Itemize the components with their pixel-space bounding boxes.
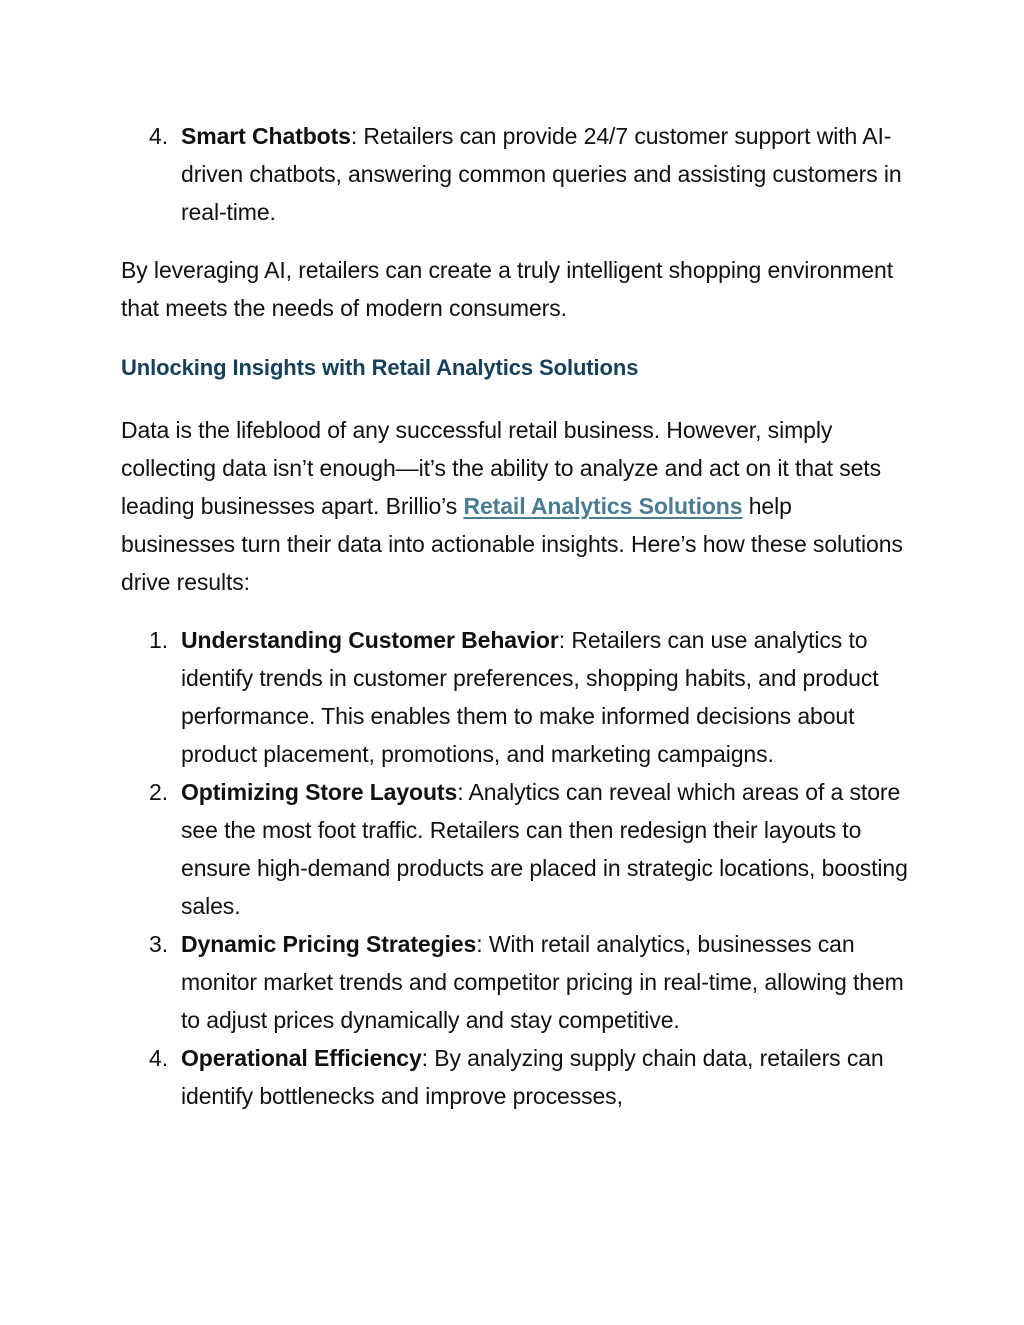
analytics-benefits-list bbox=[121, 621, 911, 1115]
list-item-term: Smart Chatbots bbox=[181, 123, 351, 149]
retail-analytics-solutions-link[interactable]: Retail Analytics Solutions bbox=[463, 493, 743, 519]
list-item-term: Operational Efficiency bbox=[181, 1045, 422, 1071]
paragraph-text-before-link: Data is the lifeblood of any successful retail business. However, simply collecting data isn’t enough—it’s the ability to analyze and act on it that sets leading businesses apart. Brillio’s bbox=[121, 417, 881, 519]
list-item-text: : By analyzing supply chain data, retailers can identify bottlenecks and improve processes, bbox=[181, 1045, 884, 1109]
smart-chatbots-list bbox=[121, 117, 911, 231]
list-item-number: 2. bbox=[149, 779, 168, 805]
list-item bbox=[121, 117, 911, 231]
list-item-text: : Retailers can provide 24/7 customer support with AI-driven chatbots, answering common queries and assisting customers in real-time. bbox=[181, 123, 902, 225]
document-page bbox=[121, 117, 911, 1115]
list-item bbox=[121, 925, 911, 1039]
list-item-term: Dynamic Pricing Strategies bbox=[181, 931, 477, 957]
data-paragraph bbox=[121, 411, 911, 601]
list-item-text: : Retailers can use analytics to identify trends in customer preferences, shopping habits, and product performance. This enables them to make informed decisions about product placement, promotions, and marketing campaigns. bbox=[181, 627, 879, 767]
list-item-number: 4. bbox=[149, 1045, 168, 1071]
list-item-term: Optimizing Store Layouts bbox=[181, 779, 458, 805]
paragraph-text-after-link: help businesses turn their data into actionable insights. Here’s how these solutions drive results: bbox=[121, 493, 903, 595]
list-item-number: 1. bbox=[149, 627, 168, 653]
list-item bbox=[121, 1039, 911, 1115]
list-item bbox=[121, 773, 911, 925]
list-item-term: Understanding Customer Behavior bbox=[181, 627, 559, 653]
section-heading: Unlocking Insights with Retail Analytics Solutions bbox=[121, 355, 639, 380]
list-item-number: 4. bbox=[149, 123, 168, 149]
list-item-text: : Analytics can reveal which areas of a store see the most foot traffic. Retailers can then redesign their layouts to ensure high-demand products are placed in strategic locations, boosting sales. bbox=[181, 779, 908, 919]
list-item-number: 3. bbox=[149, 931, 168, 957]
leverage-paragraph: By leveraging AI, retailers can create a truly intelligent shopping environment that meets the needs of modern consumers. bbox=[121, 257, 893, 321]
list-item bbox=[121, 621, 911, 773]
list-item-text: : With retail analytics, businesses can monitor market trends and competitor pricing in real-time, allowing them to adjust prices dynamically and stay competitive. bbox=[181, 931, 904, 1033]
